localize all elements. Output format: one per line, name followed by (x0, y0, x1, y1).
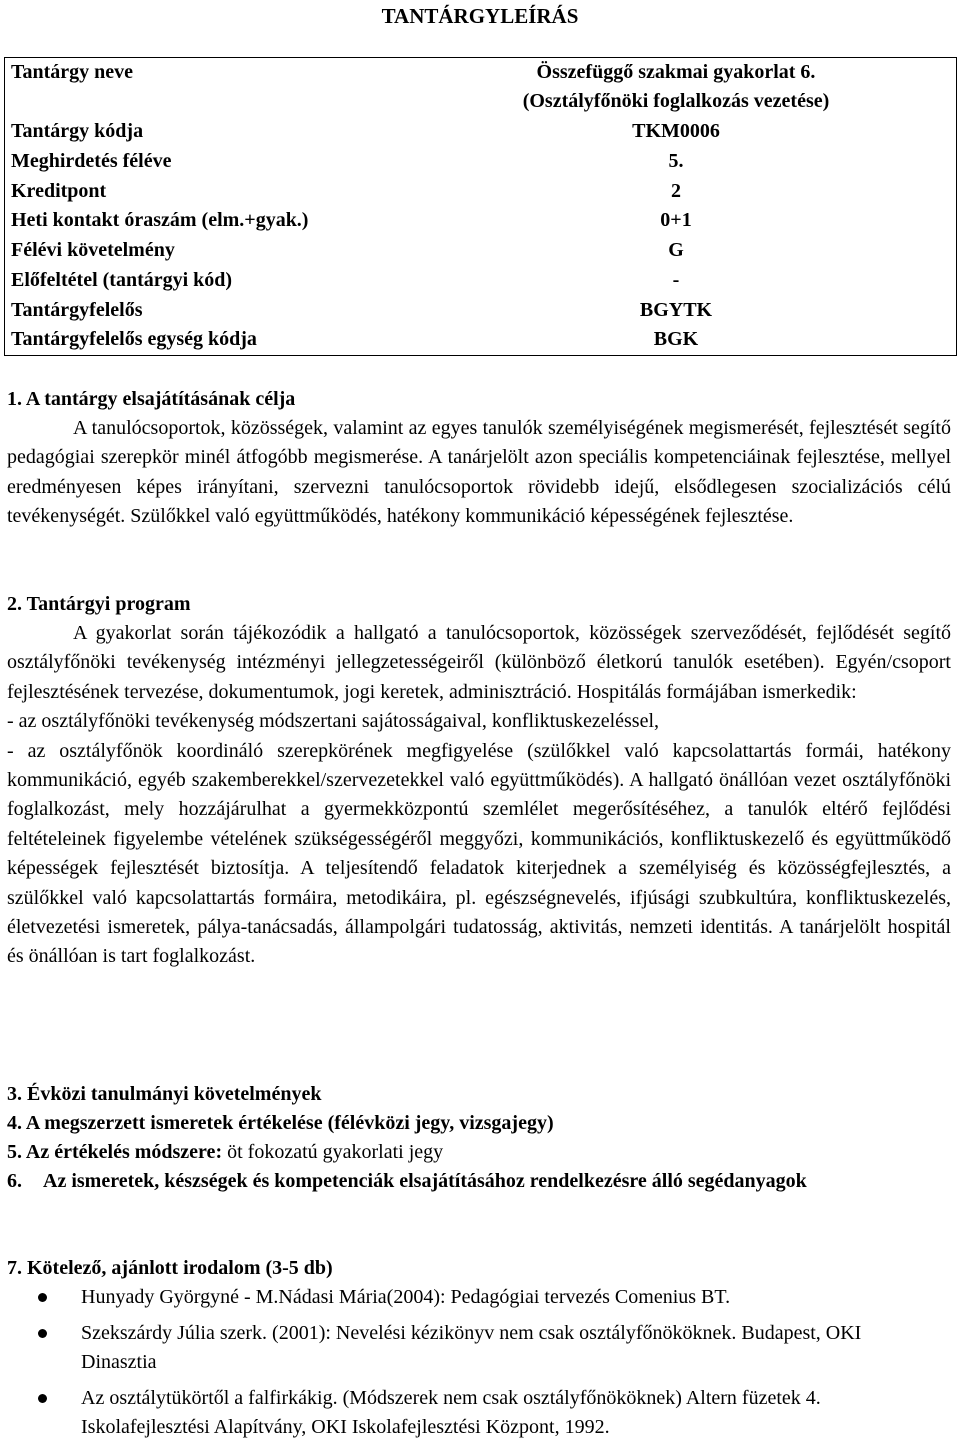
section-5 (7, 1138, 951, 1167)
section-7-heading: 7. Kötelező, ajánlott irodalom (3-5 db) (7, 1257, 333, 1279)
section-2-heading: 2. Tantárgyi program (7, 593, 191, 615)
info-value: BGYTK (639, 298, 713, 321)
section-2-text-2: - az osztályfőnöki tevékenység módszertani sajátosságaival, konfliktuskezeléssel, (7, 710, 660, 733)
section-6-text: Az ismeretek, készségek és kompetenciák elsajátításához rendelkezésre álló segédanyagok (43, 1170, 807, 1192)
info-label: Tantárgyfelelős (11, 298, 143, 321)
info-row (5, 236, 957, 266)
info-value: - (672, 268, 680, 291)
info-value: 0+1 (660, 209, 692, 232)
course-info-table (4, 57, 957, 356)
reference-item (0, 1319, 930, 1378)
info-row (5, 266, 957, 296)
info-row (5, 177, 957, 207)
reference-text: Hunyady Györgyné - M.Nádasi Mária(2004): Pedagógiai tervezés Comenius BT. (81, 1286, 731, 1308)
info-label: Tantárgy neve (11, 61, 134, 83)
document-title: TANTÁRGYLEÍRÁS (381, 4, 579, 28)
section-2 (7, 590, 951, 972)
info-label: Félévi követelmény (11, 239, 175, 262)
info-row (5, 325, 957, 355)
info-label: Kreditpont (11, 179, 107, 202)
section-2-text-3: - az osztályfőnök koordináló szerepkörének megfigyelése (szülőkkel való kapcsolattartás formái, hatékony kommunikáció, egyéb szakemberekkel/szervezetekkel való együttműködés). A hallgató önállóan vezet osztályfőnöki foglalkozást, mely hozzájárulhat a gyermekközpontú szemlélet megerősítéséhez, a tanulók eltérő fejlődési feltételeinek figyelembe vételének szükségességéről meggyőzi, kommunikációs, konfliktuskezelő és együttműködő képességek fejlesztését biztosítja. A teljesítendő feladatok kiterjednek a személyiség és közösségfejlesztés, a szülőkkel való kapcsolattartás formáira, metodikáira, pl. egészségnevelés, ifjúsági szubkultúra, konfliktuskezelés, életvezetési ismeretek, pálya-tanácsadás, állampolgári tudatosság, aktivitás, nemzeti identitás. A tanárjelölt hospitál és önállóan is tart foglalkozást. (7, 739, 951, 968)
bullet-icon (38, 1293, 47, 1302)
info-value: BGK (653, 328, 699, 351)
info-value: Összefüggő szakmai gyakorlat 6. (Osztályfőnöki foglalkozás vezetése) (522, 61, 830, 112)
info-value: 2 (671, 179, 681, 202)
section-1-heading: 1. A tantárgy elsajátításának célja (7, 388, 296, 410)
reference-item (0, 1283, 930, 1313)
info-row (5, 296, 957, 326)
info-label: Tantárgyfelelős egység kódja (11, 328, 257, 351)
section-2-text-1: A gyakorlat során tájékozódik a hallgató a tanulócsoportok, közösségek szerveződését, fejlődését segítő osztályfőnöki tevékenység intézményi jellegzetességeiről (különböző életkorú tanulók esetében). Egyén/csoport fejlesztésének tervezése, dokumentumok, jogi keretek, adminisztráció. Hospitálás formájában ismerkedik: (7, 622, 951, 703)
info-row (5, 117, 957, 147)
info-label: Heti kontakt óraszám (elm.+gyak.) (11, 209, 309, 232)
section-3-heading: 3. Évközi tanulmányi követelmények (7, 1083, 322, 1105)
bullet-icon (38, 1329, 47, 1338)
section-5-label: 5. Az értékelés módszere: (7, 1141, 223, 1163)
reference-text: Szekszárdy Júlia szerk. (2001): Nevelési kézikönyv nem csak osztályfőnököknek. Budapest, OKI Dinasztia (81, 1321, 862, 1373)
info-value: TKM0006 (632, 120, 720, 143)
section-4-heading: 4. A megszerzett ismeretek értékelése (félévközi jegy, vizsgajegy) (7, 1112, 554, 1134)
info-row (5, 147, 957, 177)
info-label: Tantárgy kódja (11, 120, 144, 143)
section-1 (7, 385, 951, 532)
info-row (5, 206, 957, 236)
info-value: G (668, 239, 684, 262)
bullet-icon (38, 1394, 47, 1403)
reference-text: Az osztálytükörtől a falfirkákig. (Módszerek nem csak osztályfőnököknek) Altern füzetek 4. Iskolafejlesztési Alapítvány, OKI Iskolafejlesztési Központ, 1992. (81, 1386, 821, 1438)
section-1-text: A tanulócsoportok, közösségek, valamint az egyes tanulók személyiségének megismerését, fejlesztését segítő pedagógiai szerepkör minél átfogóbb megismerése. A tanárjelölt azon speciális kompetenciáinak fejlesztése, mellyel eredményesen képes irányítani, szervezni tanulócsoportok rövidebb idejű, elsődlegesen szocializációs célú tevékenységét. Szülőkkel való együttműködés, hatékony kommunikáció képességének fejlesztése. (7, 417, 951, 528)
info-row (5, 58, 957, 118)
info-label: Előfeltétel (tantárgyi kód) (11, 268, 233, 291)
info-value: 5. (668, 150, 684, 173)
reference-list (0, 1283, 930, 1449)
section-6-heading: 6. Az ismeretek, készségek és kompetenciák elsajátításához rendelkezésre álló segédanyagok (7, 1170, 807, 1192)
section-5-value: öt fokozatú gyakorlati jegy (222, 1141, 444, 1163)
info-label: Meghirdetés féléve (11, 150, 172, 173)
